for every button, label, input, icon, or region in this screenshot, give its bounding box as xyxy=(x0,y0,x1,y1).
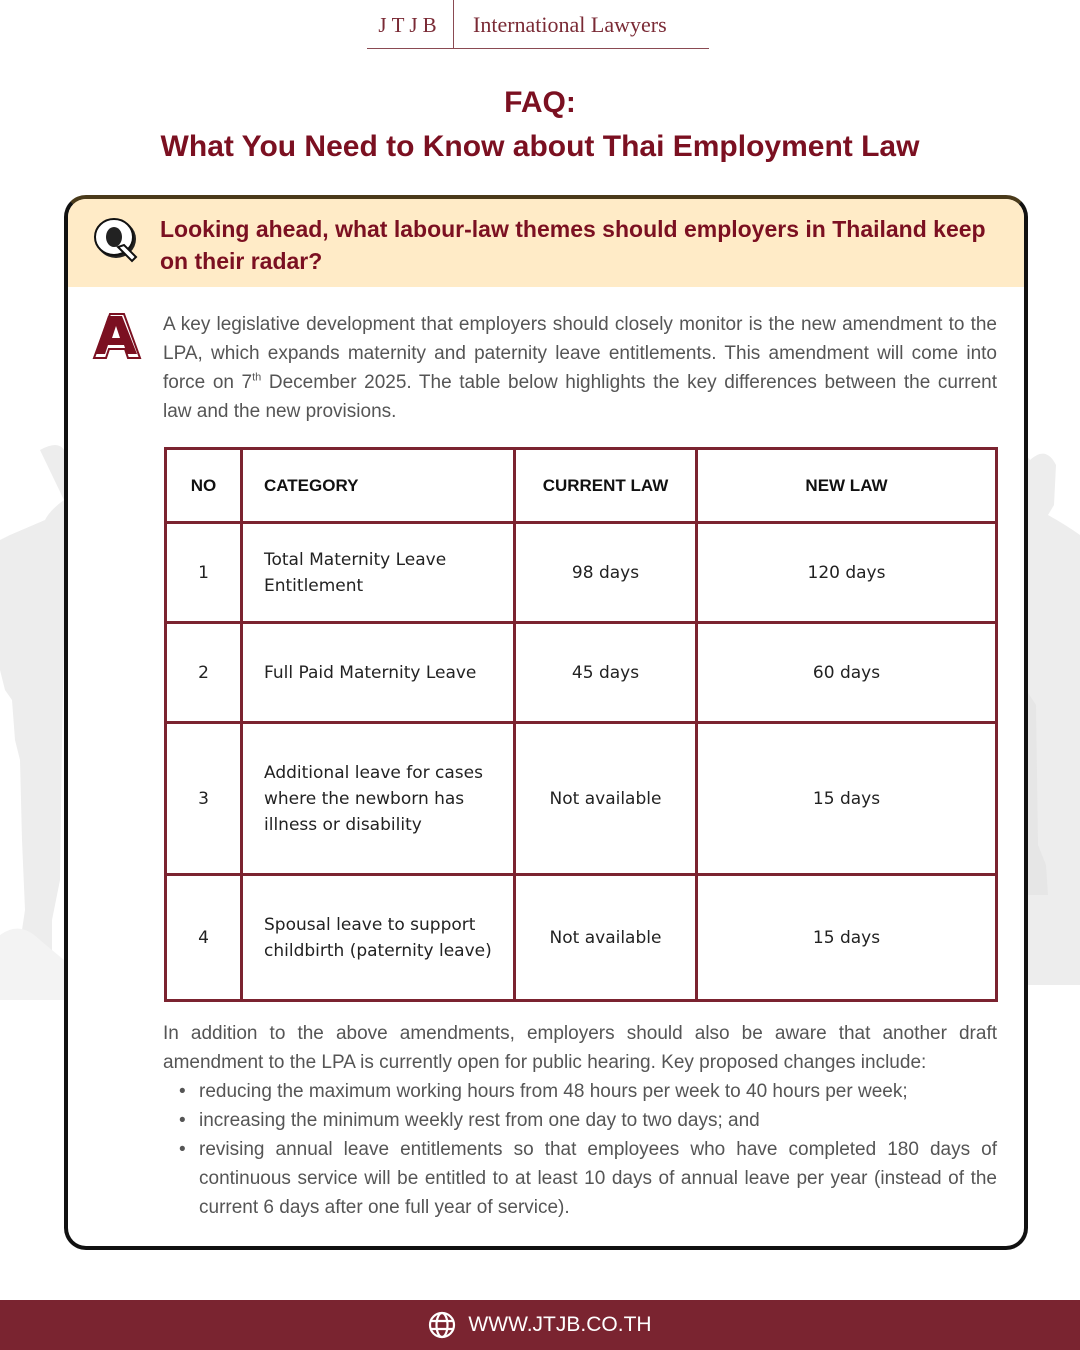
a-badge-icon xyxy=(92,312,142,360)
question-text: Looking ahead, what labour-law themes should employers in Thailand keep on their radar? xyxy=(160,216,986,274)
cell-new-law: 60 days xyxy=(697,623,997,723)
list-item: • reducing the maximum working hours from 48 hours per week to 40 hours per week; xyxy=(163,1077,997,1106)
cell-current-law: 45 days xyxy=(515,623,697,723)
proposed-changes-list xyxy=(163,1077,997,1222)
list-item: • increasing the minimum weekly rest from one day to two days; and xyxy=(163,1106,997,1135)
leave-comparison-table xyxy=(164,447,998,1002)
header-category: CATEGORY xyxy=(242,449,515,523)
cell-new-law: 15 days xyxy=(697,875,997,1001)
followup-paragraph: In addition to the above amendments, employers should also be aware that another draft amendment to the LPA is currently open for public hearing. Key proposed changes include: xyxy=(163,1023,997,1073)
cell-current-law: 98 days xyxy=(515,523,697,623)
faq-card xyxy=(64,195,1028,1250)
logo-text: International Lawyers xyxy=(473,12,667,37)
cell-current-law: Not available xyxy=(515,723,697,875)
cell-category: Additional leave for cases where the newborn has illness or disability xyxy=(242,723,515,875)
table-row xyxy=(166,723,997,875)
table-header-row xyxy=(166,449,997,523)
cell-no: 1 xyxy=(166,523,242,623)
cell-no: 3 xyxy=(166,723,242,875)
background-silhouette-right xyxy=(1026,445,1080,985)
answer-followup xyxy=(163,1019,997,1222)
background-silhouette-left xyxy=(0,440,70,1000)
header-no: NO xyxy=(166,449,242,523)
footer-bar xyxy=(0,1300,1080,1350)
cell-category: Total Maternity Leave Entitlement xyxy=(242,523,515,623)
cell-new-law: 120 days xyxy=(697,523,997,623)
logo-mark: JTJB xyxy=(378,12,442,37)
table-row xyxy=(166,875,997,1001)
table-row xyxy=(166,623,997,723)
page-title: FAQ: xyxy=(504,86,576,119)
list-item: • revising annual leave entitlements so that employees who have completed 180 days of continuous service will be entitled to at least 10 days of annual leave per year (instead of the current 6 days after one full year of service). xyxy=(163,1135,997,1222)
website-link[interactable]: WWW.JTJB.CO.TH xyxy=(468,1313,652,1336)
q-badge-icon xyxy=(92,217,140,265)
cell-current-law: Not available xyxy=(515,875,697,1001)
header-new-law: NEW LAW xyxy=(697,449,997,523)
answer-intro xyxy=(163,310,997,426)
page-subtitle: What You Need to Know about Thai Employment Law xyxy=(160,130,920,163)
answer-intro-text: A key legislative development that employers should closely monitor is the new amendment to the LPA, which expands maternity and paternity leave entitlements. This amendment will come into force on 7 xyxy=(163,314,997,393)
answer-intro-text-cont: December 2025. The table below highlights the key differences between the current law and the new provisions. xyxy=(163,372,998,422)
cell-no: 2 xyxy=(166,623,242,723)
brand-logo xyxy=(367,0,709,49)
question-bar xyxy=(68,199,1024,287)
cell-no: 4 xyxy=(166,875,242,1001)
cell-category: Full Paid Maternity Leave xyxy=(242,623,515,723)
globe-icon xyxy=(428,1311,456,1339)
header-current-law: CURRENT LAW xyxy=(515,449,697,523)
cell-category: Spousal leave to support childbirth (paternity leave) xyxy=(242,875,515,1001)
ordinal-suffix: th xyxy=(252,371,262,384)
cell-new-law: 15 days xyxy=(697,723,997,875)
table-row xyxy=(166,523,997,623)
